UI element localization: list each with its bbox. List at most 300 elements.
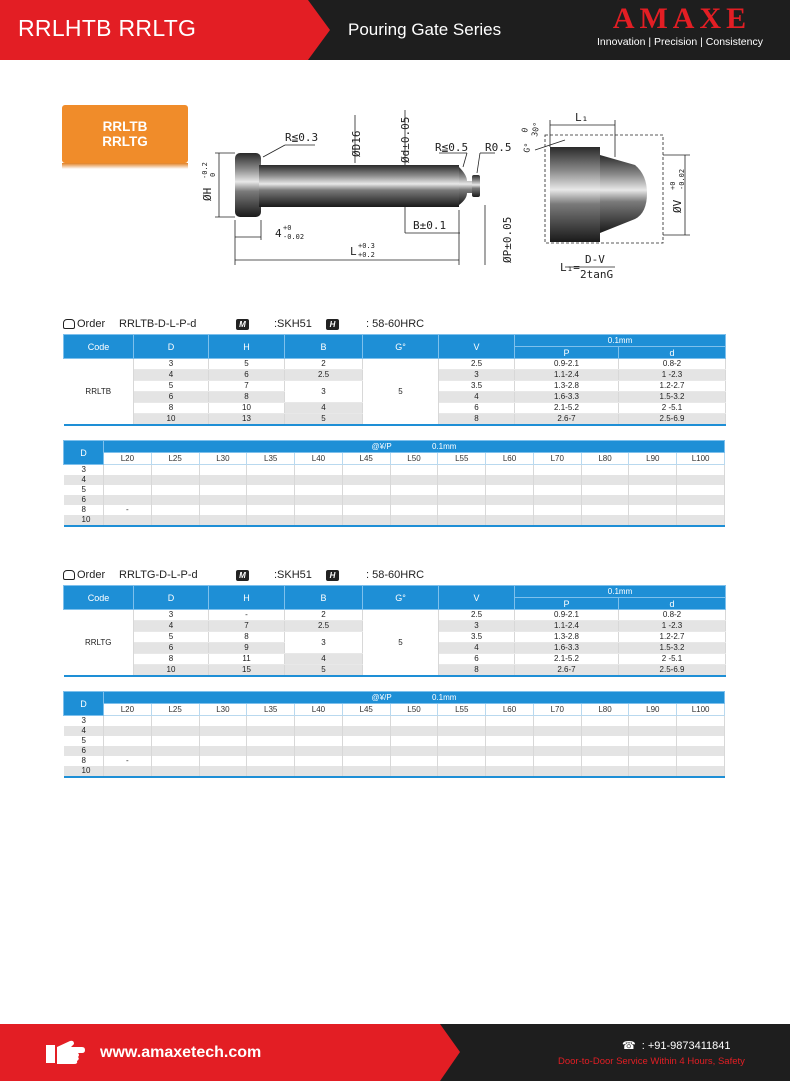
dim-r05b: R0.5 [485, 141, 512, 154]
unit-label: 0.1mm [432, 442, 457, 451]
order-code: RRLTB-D-L-P-d [119, 318, 197, 330]
material-value: :SKH51 [274, 318, 312, 330]
length-cell [581, 495, 629, 505]
pin-neck [459, 167, 473, 205]
dim-b: B±0.1 [413, 219, 447, 232]
cell-v: 6 [439, 654, 515, 665]
hardness-value: : 58-60HRC [366, 318, 425, 330]
length-cell [486, 746, 534, 756]
length-cell [677, 716, 725, 727]
length-col-l25: L25 [151, 704, 199, 716]
length-cell [581, 726, 629, 736]
length-cell [438, 465, 486, 476]
cell-v: 3 [439, 621, 515, 632]
page-title: RRLHTB RRLTG [18, 15, 197, 41]
cell-dd: 2 -5.1 [619, 403, 726, 414]
length-row [64, 515, 725, 526]
cell-d: 10 [134, 665, 209, 677]
length-cell [629, 495, 677, 505]
length-cell [438, 726, 486, 736]
material-icon: M [236, 569, 249, 581]
length-col-l90: L90 [629, 704, 677, 716]
pointing-hand-icon [44, 1037, 86, 1067]
badge-line-1: RRLTB [102, 119, 148, 134]
length-cell [438, 475, 486, 485]
col-d: D [134, 586, 209, 610]
dim-angle30: 30° [530, 121, 542, 138]
length-cell [295, 716, 343, 727]
length-cell [581, 736, 629, 746]
length-cell [677, 485, 725, 495]
dim-v: ØV [671, 199, 684, 213]
cell-d: 3 [134, 359, 209, 370]
length-col-l70: L70 [533, 704, 581, 716]
dim-v-tol2: -0.02 [678, 168, 686, 190]
length-row [64, 465, 725, 476]
cell-v: 3.5 [439, 632, 515, 643]
length-cell [247, 716, 295, 727]
col-code: Code [64, 586, 134, 610]
diameter-cell: 6 [64, 495, 104, 505]
dim-h: ØH [201, 187, 214, 201]
length-row [64, 495, 725, 505]
cell-b: 5 [285, 414, 363, 426]
length-cell [199, 716, 247, 727]
product-badge [62, 105, 188, 163]
dim-l-tol2: +0.2 [358, 251, 375, 259]
length-cell [199, 475, 247, 485]
length-cell [629, 726, 677, 736]
length-col-l40: L40 [295, 453, 343, 465]
length-cell [533, 716, 581, 727]
col-v: V [439, 335, 515, 359]
length-cell [677, 746, 725, 756]
length-header-row [64, 453, 725, 465]
length-cell [438, 746, 486, 756]
length-cell [677, 756, 725, 766]
length-cell [151, 485, 199, 495]
length-cell [533, 515, 581, 526]
length-cell [438, 485, 486, 495]
length-header-row [64, 704, 725, 716]
length-cell [247, 766, 295, 777]
cell-dd: 1 -2.3 [619, 621, 726, 632]
code-cell: RRLTB [64, 359, 134, 426]
dim-r05a: R≦0.5 [435, 141, 469, 154]
col-unit: 0.1mm [515, 335, 726, 347]
length-cell [104, 515, 152, 526]
length-cell [199, 756, 247, 766]
col-dd: d [619, 347, 726, 359]
length-col-l60: L60 [486, 453, 534, 465]
length-cell [486, 495, 534, 505]
series-title: Pouring Gate Series [348, 20, 502, 39]
dim-d16: ØD16 [350, 130, 363, 157]
length-cell [247, 505, 295, 515]
length-cell [677, 726, 725, 736]
phone-icon [63, 318, 75, 331]
length-cell [677, 736, 725, 746]
length-cell [295, 726, 343, 736]
length-cell [629, 766, 677, 777]
cell-v: 4 [439, 392, 515, 403]
cell-h: 10 [209, 403, 285, 414]
dim-h-tol0: 0 [209, 172, 217, 177]
g-cell: 5 [363, 359, 439, 426]
length-cell [390, 716, 438, 727]
length-cell [438, 515, 486, 526]
length-cell [342, 465, 390, 476]
length-cell: - [104, 505, 152, 515]
cell-d: 5 [134, 381, 209, 392]
cell-d: 3 [134, 610, 209, 621]
unit-label: 0.1mm [432, 693, 457, 702]
length-cell [581, 716, 629, 727]
length-cell [199, 515, 247, 526]
diameter-cell: 4 [64, 726, 104, 736]
length-cell [486, 716, 534, 727]
length-cell [438, 736, 486, 746]
length-cell [151, 465, 199, 476]
length-row [64, 485, 725, 495]
length-cell [104, 746, 152, 756]
col-v: V [439, 586, 515, 610]
cell-p: 1.6-3.3 [515, 643, 619, 654]
col-d: D [134, 335, 209, 359]
length-cell [295, 515, 343, 526]
diameter-cell: 5 [64, 485, 104, 495]
cell-p: 2.6-7 [515, 414, 619, 426]
length-cell [247, 465, 295, 476]
length-cell [342, 505, 390, 515]
length-table-rrltg [63, 691, 725, 778]
col-d: D [64, 441, 104, 465]
length-cell [104, 726, 152, 736]
cell-d: 8 [134, 403, 209, 414]
length-cell [199, 505, 247, 515]
cell-p: 1.6-3.3 [515, 392, 619, 403]
website-link[interactable]: www.amaxetech.com [100, 1044, 262, 1061]
col-group [104, 441, 725, 453]
length-cell [629, 485, 677, 495]
col-unit: 0.1mm [515, 586, 726, 598]
side-view-cone [600, 155, 647, 233]
col-p: P [515, 347, 619, 359]
length-col-l35: L35 [247, 704, 295, 716]
cell-v: 3.5 [439, 381, 515, 392]
length-body [64, 716, 725, 778]
hardness-icon: H [326, 569, 339, 581]
brand-tagline: Innovation | Precision | Consistency [597, 36, 763, 48]
formula-lhs: L₁= [560, 261, 580, 274]
length-cell [295, 495, 343, 505]
length-row [64, 475, 725, 485]
cell-h: 15 [209, 665, 285, 677]
order-label: Order [77, 318, 106, 330]
cell-h: 8 [209, 632, 285, 643]
length-cell [342, 746, 390, 756]
length-cell [295, 505, 343, 515]
length-cell [342, 515, 390, 526]
cell-d: 4 [134, 370, 209, 381]
cell-b: 4 [285, 654, 363, 665]
length-cell [151, 726, 199, 736]
length-col-l35: L35 [247, 453, 295, 465]
length-row [64, 736, 725, 746]
material-value: :SKH51 [274, 569, 312, 581]
diameter-cell: 10 [64, 515, 104, 526]
cell-p: 2.6-7 [515, 665, 619, 677]
dim-angle0: 0 [520, 127, 530, 134]
length-cell [342, 736, 390, 746]
pin-head [235, 153, 261, 217]
length-col-l60: L60 [486, 704, 534, 716]
length-cell [581, 465, 629, 476]
length-cell [581, 515, 629, 526]
cell-v: 4 [439, 643, 515, 654]
technical-drawing [195, 95, 715, 290]
cell-v: 3 [439, 370, 515, 381]
length-cell [390, 756, 438, 766]
cell-p: 1.1-2.4 [515, 370, 619, 381]
cell-p: 1.3-2.8 [515, 632, 619, 643]
cell-b: 2 [285, 359, 363, 370]
length-cell [104, 485, 152, 495]
length-cell [151, 756, 199, 766]
length-col-l30: L30 [199, 704, 247, 716]
cell-p: 2.1-5.2 [515, 654, 619, 665]
order-line-1 [63, 318, 725, 332]
col-dd: d [619, 598, 726, 610]
cell-h: 8 [209, 392, 285, 403]
length-cell [247, 756, 295, 766]
length-cell [486, 515, 534, 526]
length-col-l55: L55 [438, 453, 486, 465]
length-cell [629, 716, 677, 727]
pin-shaft [259, 165, 459, 207]
cell-d: 6 [134, 643, 209, 654]
length-cell [342, 485, 390, 495]
phone-number[interactable] [622, 1039, 731, 1052]
cell-dd: 1.5-3.2 [619, 643, 726, 654]
length-cell [247, 475, 295, 485]
length-row [64, 766, 725, 777]
length-col-l20: L20 [104, 453, 152, 465]
cell-d: 4 [134, 621, 209, 632]
brand-logo: AMAXE [612, 2, 752, 35]
length-cell [342, 716, 390, 727]
col-b: B [285, 586, 363, 610]
length-cell [151, 716, 199, 727]
length-cell [247, 746, 295, 756]
length-cell [390, 475, 438, 485]
length-cell [533, 746, 581, 756]
sub-header: @¥/P [371, 693, 392, 702]
dim-g: G° [522, 142, 533, 154]
diameter-cell: 8 [64, 756, 104, 766]
length-cell [104, 766, 152, 777]
diameter-cell: 10 [64, 766, 104, 777]
length-cell [390, 515, 438, 526]
length-cell [390, 736, 438, 746]
length-cell [390, 726, 438, 736]
length-cell [533, 475, 581, 485]
col-p: P [515, 598, 619, 610]
order-line-2 [63, 569, 725, 583]
diameter-cell: 3 [64, 716, 104, 727]
telephone-icon: ☎ [622, 1040, 636, 1052]
length-cell [629, 756, 677, 766]
length-cell [486, 756, 534, 766]
col-h: H [209, 586, 285, 610]
length-col-l30: L30 [199, 453, 247, 465]
cell-b: 3 [285, 381, 363, 403]
length-cell [295, 756, 343, 766]
length-cell [390, 746, 438, 756]
length-cell [247, 736, 295, 746]
dim-h-tol: -0.2 [201, 162, 209, 179]
dim-r03: R≦0.3 [285, 131, 319, 144]
diameter-cell: 4 [64, 475, 104, 485]
col-g: G° [363, 335, 439, 359]
cell-b: 2 [285, 610, 363, 621]
col-d: D [64, 692, 104, 716]
length-row [64, 716, 725, 727]
cell-h: 6 [209, 370, 285, 381]
dim-l1: L₁ [575, 111, 589, 124]
length-cell [533, 726, 581, 736]
spec-table-rrltb [63, 334, 726, 426]
side-view-body [550, 147, 600, 242]
length-cell [629, 746, 677, 756]
length-cell [104, 716, 152, 727]
length-cell [247, 515, 295, 526]
cell-v: 8 [439, 414, 515, 426]
g-cell: 5 [363, 610, 439, 677]
diameter-cell: 3 [64, 465, 104, 476]
diameter-cell: 6 [64, 746, 104, 756]
cell-d: 10 [134, 414, 209, 426]
cell-h: 9 [209, 643, 285, 654]
diameter-cell: 8 [64, 505, 104, 515]
length-col-l80: L80 [581, 453, 629, 465]
length-cell [533, 495, 581, 505]
cell-d: 5 [134, 632, 209, 643]
length-cell [533, 756, 581, 766]
length-cell [199, 736, 247, 746]
length-cell [151, 475, 199, 485]
length-cell [581, 756, 629, 766]
length-cell [486, 485, 534, 495]
length-cell [199, 485, 247, 495]
length-row [64, 505, 725, 515]
length-cell [104, 495, 152, 505]
cell-p: 1.3-2.8 [515, 381, 619, 392]
length-cell [438, 766, 486, 777]
cell-b: 4 [285, 403, 363, 414]
spec-table-rrltg [63, 585, 726, 677]
cell-h: 5 [209, 359, 285, 370]
length-cell [295, 766, 343, 777]
length-cell [581, 485, 629, 495]
length-cell [295, 746, 343, 756]
cell-v: 6 [439, 403, 515, 414]
dim-four-tol2: -0.02 [283, 233, 305, 241]
length-cell [486, 766, 534, 777]
length-cell [533, 485, 581, 495]
length-cell [629, 465, 677, 476]
cell-d: 6 [134, 392, 209, 403]
length-row [64, 746, 725, 756]
length-col-l20: L20 [104, 704, 152, 716]
length-cell [390, 495, 438, 505]
length-cell [199, 746, 247, 756]
length-cell [629, 505, 677, 515]
length-cell [151, 746, 199, 756]
length-cell [342, 726, 390, 736]
col-h: H [209, 335, 285, 359]
length-cell [151, 495, 199, 505]
length-cell [677, 465, 725, 476]
cell-dd: 0.8-2 [619, 359, 726, 370]
col-group [104, 692, 725, 704]
length-row [64, 726, 725, 736]
length-col-l100: L100 [677, 453, 725, 465]
cell-p: 0.9-2.1 [515, 610, 619, 621]
sub-header: @¥/P [371, 442, 392, 451]
cell-h: 7 [209, 381, 285, 392]
length-col-l70: L70 [533, 453, 581, 465]
length-cell [533, 505, 581, 515]
phone-icon [63, 569, 75, 582]
cell-p: 0.9-2.1 [515, 359, 619, 370]
length-cell [533, 736, 581, 746]
cell-h: 13 [209, 414, 285, 426]
length-col-l90: L90 [629, 453, 677, 465]
length-cell [486, 736, 534, 746]
cell-dd: 2.5-6.9 [619, 665, 726, 677]
length-cell [199, 766, 247, 777]
diameter-cell: 5 [64, 736, 104, 746]
cell-h: - [209, 610, 285, 621]
hardness-icon: H [326, 318, 339, 330]
length-cell [342, 756, 390, 766]
cell-b: 2.5 [285, 370, 363, 381]
length-cell [486, 505, 534, 515]
length-cell [581, 746, 629, 756]
length-table-rrltb [63, 440, 725, 527]
cell-b: 2.5 [285, 621, 363, 632]
cell-b: 5 [285, 665, 363, 677]
cell-h: 7 [209, 621, 285, 632]
length-cell [295, 736, 343, 746]
length-col-l50: L50 [390, 704, 438, 716]
length-cell [151, 766, 199, 777]
length-cell [581, 505, 629, 515]
badge-line-2: RRLTG [102, 134, 148, 149]
dim-four: 4 [275, 227, 282, 240]
length-cell [104, 736, 152, 746]
length-cell [342, 766, 390, 777]
length-cell [390, 505, 438, 515]
cell-v: 8 [439, 665, 515, 677]
length-cell [342, 495, 390, 505]
dim-p: ØP±0.05 [501, 216, 514, 263]
cell-h: 11 [209, 654, 285, 665]
cell-dd: 1.2-2.7 [619, 381, 726, 392]
phone-text: : +91-9873411841 [641, 1040, 731, 1052]
length-cell [486, 475, 534, 485]
